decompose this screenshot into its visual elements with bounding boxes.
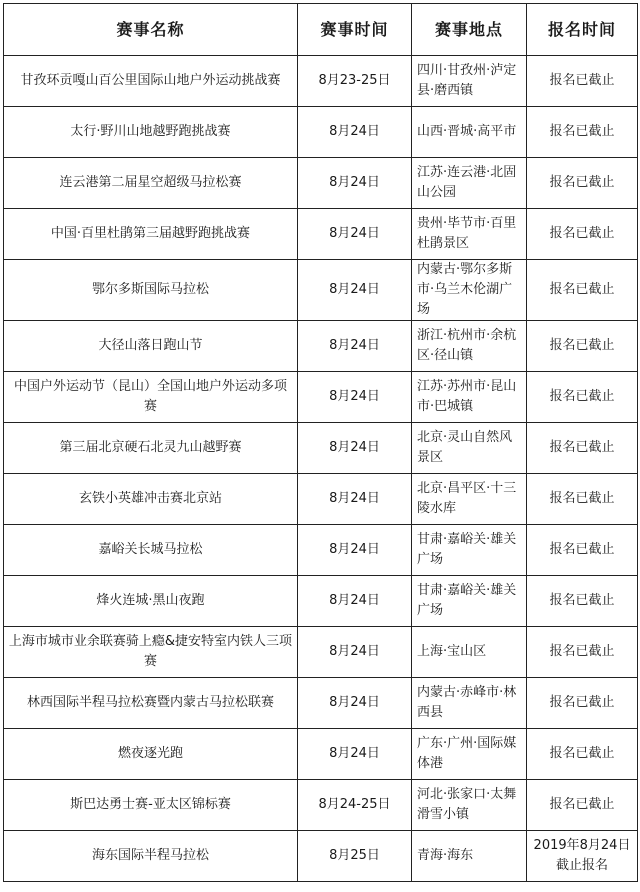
table-row: [4, 321, 638, 372]
event-date-cell: 8月24日: [298, 474, 412, 525]
table-header: [4, 4, 638, 56]
event-name-cell: 嘉峪关长城马拉松: [4, 525, 298, 576]
signup-status-cell: 报名已截止: [527, 627, 638, 678]
signup-status-cell: 报名已截止: [527, 321, 638, 372]
event-location-cell: 山西·晋城·高平市: [412, 107, 527, 158]
event-date-cell: 8月24日: [298, 678, 412, 729]
event-name-cell: 上海市城市业余联赛骑上瘾&捷安特室内铁人三项赛: [4, 627, 298, 678]
event-location-cell: 青海·海东: [412, 831, 527, 882]
table-row: [4, 260, 638, 321]
event-location-cell: 北京·昌平区·十三陵水库: [412, 474, 527, 525]
event-date-cell: 8月24日: [298, 576, 412, 627]
header-event-date: 赛事时间: [298, 4, 412, 56]
signup-status-cell: 报名已截止: [527, 525, 638, 576]
table-row: [4, 56, 638, 107]
event-location-cell: 河北·张家口·太舞滑雪小镇: [412, 780, 527, 831]
event-table-container: [3, 3, 637, 882]
signup-status-cell: 2019年8月24日截止报名: [527, 831, 638, 882]
signup-status-cell: 报名已截止: [527, 260, 638, 321]
event-location-cell: 浙江·杭州市·余杭区·径山镇: [412, 321, 527, 372]
table-row: [4, 678, 638, 729]
event-date-cell: 8月24日: [298, 107, 412, 158]
event-date-cell: 8月24-25日: [298, 780, 412, 831]
table-row: [4, 423, 638, 474]
signup-status-cell: 报名已截止: [527, 423, 638, 474]
event-name-cell: 鄂尔多斯国际马拉松: [4, 260, 298, 321]
table-row: [4, 525, 638, 576]
event-name-cell: 中国·百里杜鹃第三届越野跑挑战赛: [4, 209, 298, 260]
signup-status-cell: 报名已截止: [527, 107, 638, 158]
event-location-cell: 贵州·毕节市·百里杜鹃景区: [412, 209, 527, 260]
signup-status-cell: 报名已截止: [527, 158, 638, 209]
event-schedule-table: [3, 3, 638, 882]
table-row: [4, 576, 638, 627]
header-event-location: 赛事地点: [412, 4, 527, 56]
event-name-cell: 海东国际半程马拉松: [4, 831, 298, 882]
event-date-cell: 8月24日: [298, 627, 412, 678]
event-location-cell: 甘肃·嘉峪关·雄关广场: [412, 525, 527, 576]
event-name-cell: 中国户外运动节（昆山）全国山地户外运动多项赛: [4, 372, 298, 423]
header-event-name: 赛事名称: [4, 4, 298, 56]
event-date-cell: 8月24日: [298, 209, 412, 260]
event-location-cell: 内蒙古·赤峰市·林西县: [412, 678, 527, 729]
event-date-cell: 8月24日: [298, 372, 412, 423]
event-date-cell: 8月24日: [298, 423, 412, 474]
event-location-cell: 北京·灵山自然风景区: [412, 423, 527, 474]
event-name-cell: 第三届北京硬石北灵九山越野赛: [4, 423, 298, 474]
event-date-cell: 8月24日: [298, 525, 412, 576]
event-name-cell: 玄铁小英雄冲击赛北京站: [4, 474, 298, 525]
event-location-cell: 江苏·连云港·北固山公园: [412, 158, 527, 209]
event-location-cell: 广东·广州·国际媒体港: [412, 729, 527, 780]
event-date-cell: 8月24日: [298, 260, 412, 321]
table-row: [4, 158, 638, 209]
event-location-cell: 上海·宝山区: [412, 627, 527, 678]
table-row: [4, 209, 638, 260]
signup-status-cell: 报名已截止: [527, 209, 638, 260]
event-date-cell: 8月24日: [298, 729, 412, 780]
event-name-cell: 燃夜逐光跑: [4, 729, 298, 780]
event-name-cell: 太行·野川山地越野跑挑战赛: [4, 107, 298, 158]
event-date-cell: 8月24日: [298, 158, 412, 209]
signup-status-cell: 报名已截止: [527, 372, 638, 423]
table-row: [4, 627, 638, 678]
signup-status-cell: 报名已截止: [527, 678, 638, 729]
event-name-cell: 烽火连城·黑山夜跑: [4, 576, 298, 627]
event-location-cell: 江苏·苏州市·昆山市·巴城镇: [412, 372, 527, 423]
header-signup-time: 报名时间: [527, 4, 638, 56]
table-row: [4, 372, 638, 423]
event-name-cell: 甘孜环贡嘎山百公里国际山地户外运动挑战赛: [4, 56, 298, 107]
event-name-cell: 大径山落日跑山节: [4, 321, 298, 372]
event-location-cell: 甘肃·嘉峪关·雄关广场: [412, 576, 527, 627]
event-date-cell: 8月24日: [298, 321, 412, 372]
signup-status-cell: 报名已截止: [527, 729, 638, 780]
table-row: [4, 831, 638, 882]
table-body: [4, 56, 638, 882]
event-location-cell: 四川·甘孜州·泸定县·磨西镇: [412, 56, 527, 107]
signup-status-cell: 报名已截止: [527, 474, 638, 525]
signup-status-cell: 报名已截止: [527, 56, 638, 107]
event-name-cell: 连云港第二届星空超级马拉松赛: [4, 158, 298, 209]
event-location-cell: 内蒙古·鄂尔多斯市·乌兰木伦湖广场: [412, 260, 527, 321]
table-row: [4, 107, 638, 158]
table-row: [4, 474, 638, 525]
table-row: [4, 780, 638, 831]
signup-status-cell: 报名已截止: [527, 780, 638, 831]
event-name-cell: 斯巴达勇士赛-亚太区锦标赛: [4, 780, 298, 831]
signup-status-cell: 报名已截止: [527, 576, 638, 627]
event-date-cell: 8月23-25日: [298, 56, 412, 107]
header-row: [4, 4, 638, 56]
table-row: [4, 729, 638, 780]
event-name-cell: 林西国际半程马拉松赛暨内蒙古马拉松联赛: [4, 678, 298, 729]
event-date-cell: 8月25日: [298, 831, 412, 882]
